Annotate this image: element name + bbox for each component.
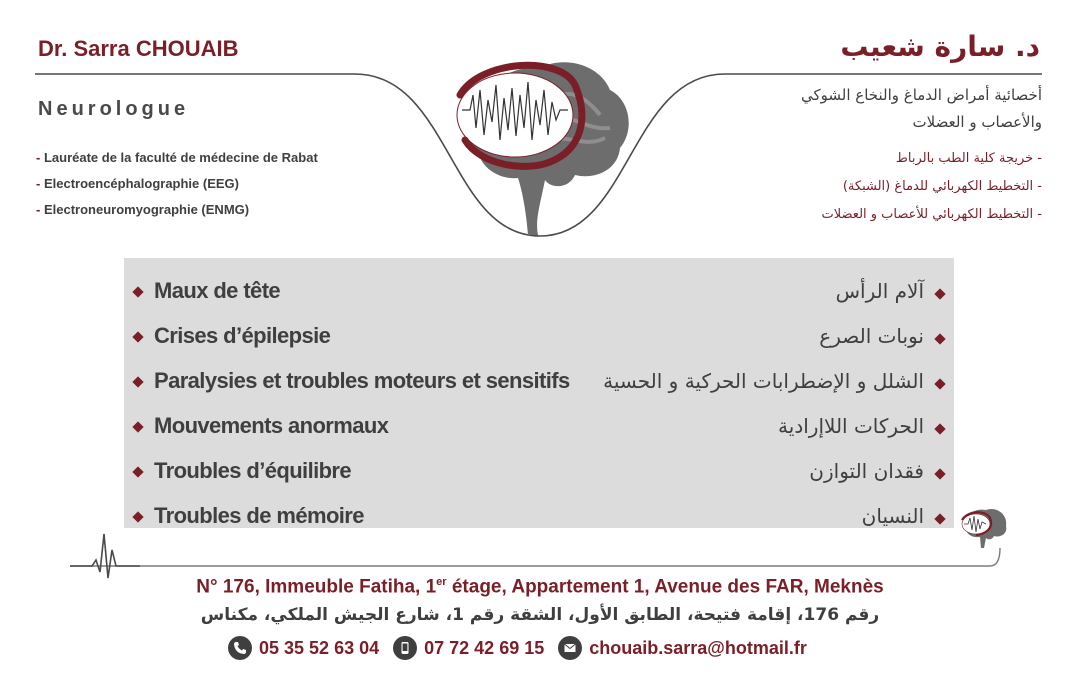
service-fr-item: Troubles de mémoire <box>134 493 570 538</box>
credential-fr-item: - Electroneuromyographie (ENMG) <box>36 202 250 217</box>
service-ar-item: الحركات اللاإرادية <box>603 403 944 448</box>
contacts-row <box>228 636 821 660</box>
mobile-contact[interactable] <box>393 636 544 660</box>
address-fr: N° 176, Immeuble Fatiha, 1er étage, Appartement 1, Avenue des FAR, Meknès <box>196 576 884 598</box>
service-fr-item: Mouvements anormaux <box>134 403 570 448</box>
diamond-bullet-icon <box>934 423 945 434</box>
mobile-icon <box>393 636 417 660</box>
specialty-ar <box>801 82 1042 136</box>
doctor-name-ar: د. سارة شعيب <box>840 30 1040 63</box>
phone-icon <box>228 636 252 660</box>
service-fr-item: Maux de tête <box>134 268 570 313</box>
services-list-fr <box>134 268 570 538</box>
diamond-bullet-icon <box>934 513 945 524</box>
credentials-fr <box>36 148 318 226</box>
service-ar-item: نوبات الصرع <box>603 313 944 358</box>
email-contact[interactable] <box>558 636 807 660</box>
diamond-bullet-icon <box>132 331 143 342</box>
service-fr-item: Crises d’épilepsie <box>134 313 570 358</box>
diamond-bullet-icon <box>132 286 143 297</box>
service-ar-item: فقدان التوازن <box>603 448 944 493</box>
services-list-ar <box>603 268 944 538</box>
diamond-bullet-icon <box>934 378 945 389</box>
diamond-bullet-icon <box>934 333 945 344</box>
service-fr-item: Troubles d’équilibre <box>134 448 570 493</box>
diamond-bullet-icon <box>132 511 143 522</box>
service-ar-item: الشلل و الإضطرابات الحركية و الحسية <box>603 358 944 403</box>
ecg-icon <box>70 530 140 580</box>
phone-number: 05 35 52 63 04 <box>259 637 380 658</box>
diamond-bullet-icon <box>132 421 143 432</box>
mobile-number: 07 72 42 69 15 <box>424 637 545 658</box>
address-ar: رقم 176، إقامة فتيحة، الطابق الأول، الشقة رقم 1، شارع الجيش الملكي، مكناس <box>200 605 880 625</box>
diamond-bullet-icon <box>132 376 143 387</box>
phone-contact[interactable] <box>228 636 379 660</box>
diamond-bullet-icon <box>934 468 945 479</box>
specialty-fr: Neurologue <box>38 98 190 120</box>
diamond-bullet-icon <box>132 466 143 477</box>
credential-ar-item: - التخطيط الكهربائي للدماغ (الشبكة) <box>842 179 1042 194</box>
email-icon <box>558 636 582 660</box>
brain-logo-icon <box>440 40 640 240</box>
specialty-ar-line2: والأعصاب و العضلات <box>912 113 1042 131</box>
credential-fr-item: - Electroencéphalographie (EEG) <box>36 176 239 191</box>
diamond-bullet-icon <box>934 288 945 299</box>
credential-ar-item: - التخطيط الكهربائي للأعصاب و العضلات <box>821 207 1042 222</box>
doctor-name-fr: Dr. Sarra CHOUAIB <box>38 36 239 61</box>
credential-ar-item: - خريجة كلية الطب بالرباط <box>895 151 1042 166</box>
credential-fr-item: - Lauréate de la faculté de médecine de Rabat <box>36 150 318 165</box>
credentials-ar <box>822 148 1042 232</box>
specialty-ar-line1: أخصائية أمراض الدماغ والنخاع الشوكي <box>800 86 1042 104</box>
small-brain-icon <box>956 504 1012 550</box>
service-ar-item: آلام الرأس <box>603 268 944 313</box>
service-ar-item: النسيان <box>603 493 944 538</box>
service-fr-item: Paralysies et troubles moteurs et sensitifs <box>134 358 570 403</box>
email-address: chouaib.sarra@hotmail.fr <box>589 637 807 658</box>
